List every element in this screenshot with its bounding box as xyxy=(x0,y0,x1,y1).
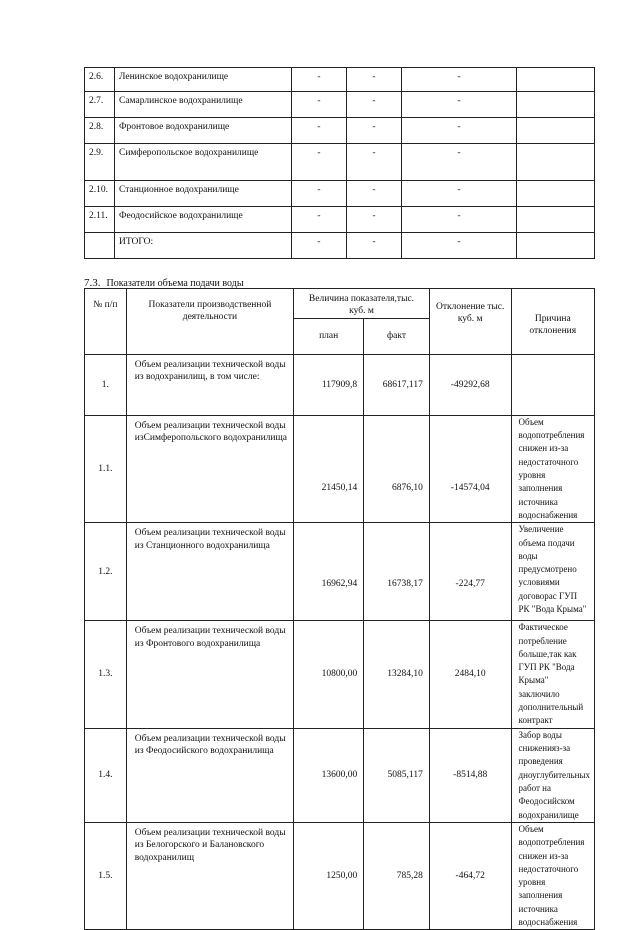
value-cell: - xyxy=(292,181,347,207)
reservoir-name: Самарлинское водохранилище xyxy=(115,92,292,118)
row-number: 1. xyxy=(85,354,127,415)
deviation-value: 2484,10 xyxy=(429,621,511,729)
deviation-value: -464,72 xyxy=(429,822,511,930)
empty-cell xyxy=(517,207,595,233)
fact-value: 5085,117 xyxy=(364,728,430,822)
value-cell: - xyxy=(292,118,347,144)
supply-indicators-table xyxy=(84,288,595,930)
table-row xyxy=(85,68,595,92)
table-row xyxy=(85,728,595,822)
table-row xyxy=(85,354,595,415)
section-number: 7.3. xyxy=(84,277,101,289)
reservoir-name: Станционное водохранилище xyxy=(115,181,292,207)
value-cell: - xyxy=(347,118,402,144)
row-number: 2.6. xyxy=(85,68,115,92)
reservoir-name: Симферопольское водохранилище xyxy=(115,144,292,181)
value-cell: - xyxy=(402,92,517,118)
empty-cell xyxy=(517,181,595,207)
value-cell: - xyxy=(402,233,517,259)
reservoir-name: Ленинское водохранилище xyxy=(115,68,292,92)
reason-text: Фактическое потребление больше,так как ГУП РК "Вода Крыма" заключило дополнительный контракт xyxy=(511,621,594,729)
total-label: ИТОГО: xyxy=(115,233,292,259)
value-cell: - xyxy=(347,207,402,233)
fact-value: 785,28 xyxy=(364,822,430,930)
reservoir-table xyxy=(84,67,595,259)
empty-cell xyxy=(517,92,595,118)
row-number xyxy=(85,233,115,259)
indicator-text: Объем реализации технической воды из Станционного водохранилища xyxy=(126,523,293,621)
table-row xyxy=(85,415,595,523)
header-plan: план xyxy=(294,318,364,354)
deviation-value: -49292,68 xyxy=(429,354,511,415)
row-number: 2.9. xyxy=(85,144,115,181)
value-cell: - xyxy=(292,68,347,92)
section-title: Показатели объема подачи воды xyxy=(106,278,244,289)
row-number: 2.8. xyxy=(85,118,115,144)
header-indicator: Показатели производственной деятельности xyxy=(126,289,293,355)
value-cell: - xyxy=(347,144,402,181)
value-cell: - xyxy=(402,181,517,207)
deviation-value: -14574,04 xyxy=(429,415,511,523)
plan-value: 16962,94 xyxy=(294,523,364,621)
value-cell: - xyxy=(292,207,347,233)
fact-value: 13284,10 xyxy=(364,621,430,729)
header-num: № п/п xyxy=(85,289,127,355)
value-cell: - xyxy=(402,144,517,181)
indicator-text: Объем реализации технической воды из Феодосийского водохранилища xyxy=(126,728,293,822)
reason-text: Объем водопотребления снижен из-за недостаточного уровня заполнения источника водоснабжения xyxy=(511,822,594,930)
empty-cell xyxy=(517,68,595,92)
reason-text: Объем водопотребления снижен из-за недостаточного уровня заполнения источника водоснабжения xyxy=(511,415,594,523)
empty-cell xyxy=(517,118,595,144)
header-reason: Причина отклонения xyxy=(511,289,594,355)
table-row xyxy=(85,181,595,207)
row-number: 1.4. xyxy=(85,728,127,822)
value-cell: - xyxy=(292,92,347,118)
table-row xyxy=(85,118,595,144)
fact-value: 6876,10 xyxy=(364,415,430,523)
value-cell: - xyxy=(347,181,402,207)
row-number: 1.3. xyxy=(85,621,127,729)
table-row xyxy=(85,207,595,233)
indicator-text: Объем реализации технической воды из водохранилищ, в том числе: xyxy=(126,354,293,415)
plan-value: 21450,14 xyxy=(294,415,364,523)
empty-cell xyxy=(517,144,595,181)
reason-text xyxy=(511,354,594,415)
plan-value: 1250,00 xyxy=(294,822,364,930)
value-cell: - xyxy=(292,144,347,181)
indicator-text: Объем реализации технической воды изСимферопольского водохранилища xyxy=(126,415,293,523)
value-cell: - xyxy=(402,207,517,233)
table-row xyxy=(85,621,595,729)
plan-value: 117909,8 xyxy=(294,354,364,415)
row-number: 1.1. xyxy=(85,415,127,523)
deviation-value: -224,77 xyxy=(429,523,511,621)
plan-value: 10800,00 xyxy=(294,621,364,729)
table-header-row xyxy=(85,289,595,319)
table-row xyxy=(85,523,595,621)
row-number: 2.10. xyxy=(85,181,115,207)
value-cell: - xyxy=(347,233,402,259)
value-cell: - xyxy=(347,68,402,92)
value-cell: - xyxy=(402,118,517,144)
header-deviation: Отклонение тыс. куб. м xyxy=(429,289,511,355)
row-number: 1.5. xyxy=(85,822,127,930)
header-value: Величина показателя,тыс. куб. м xyxy=(294,289,430,319)
table-row xyxy=(85,233,595,259)
row-number: 1.2. xyxy=(85,523,127,621)
fact-value: 16738,17 xyxy=(364,523,430,621)
deviation-value: -8514,88 xyxy=(429,728,511,822)
reservoir-name: Феодосийское водохранилище xyxy=(115,207,292,233)
reason-text: Забор воды сниженияз-за проведения дноуглубительных работ на Феодосийском водохранилище xyxy=(511,728,594,822)
fact-value: 68617,117 xyxy=(364,354,430,415)
row-number: 2.7. xyxy=(85,92,115,118)
table-row xyxy=(85,144,595,181)
indicator-text: Объем реализации технической воды из Фронтового водохранилища xyxy=(126,621,293,729)
reason-text: Увеличение объема подачи воды предусмотрено условиями договорас ГУП РК "Вода Крыма" xyxy=(511,523,594,621)
row-number: 2.11. xyxy=(85,207,115,233)
reservoir-name: Фронтовое водохранилище xyxy=(115,118,292,144)
value-cell: - xyxy=(402,68,517,92)
value-cell: - xyxy=(347,92,402,118)
table-row xyxy=(85,92,595,118)
table-row xyxy=(85,822,595,930)
value-cell: - xyxy=(292,233,347,259)
plan-value: 13600,00 xyxy=(294,728,364,822)
empty-cell xyxy=(517,233,595,259)
indicator-text: Объем реализации технической воды из Белогорского и Балановского водохранилищ xyxy=(126,822,293,930)
header-fact: факт xyxy=(364,318,430,354)
